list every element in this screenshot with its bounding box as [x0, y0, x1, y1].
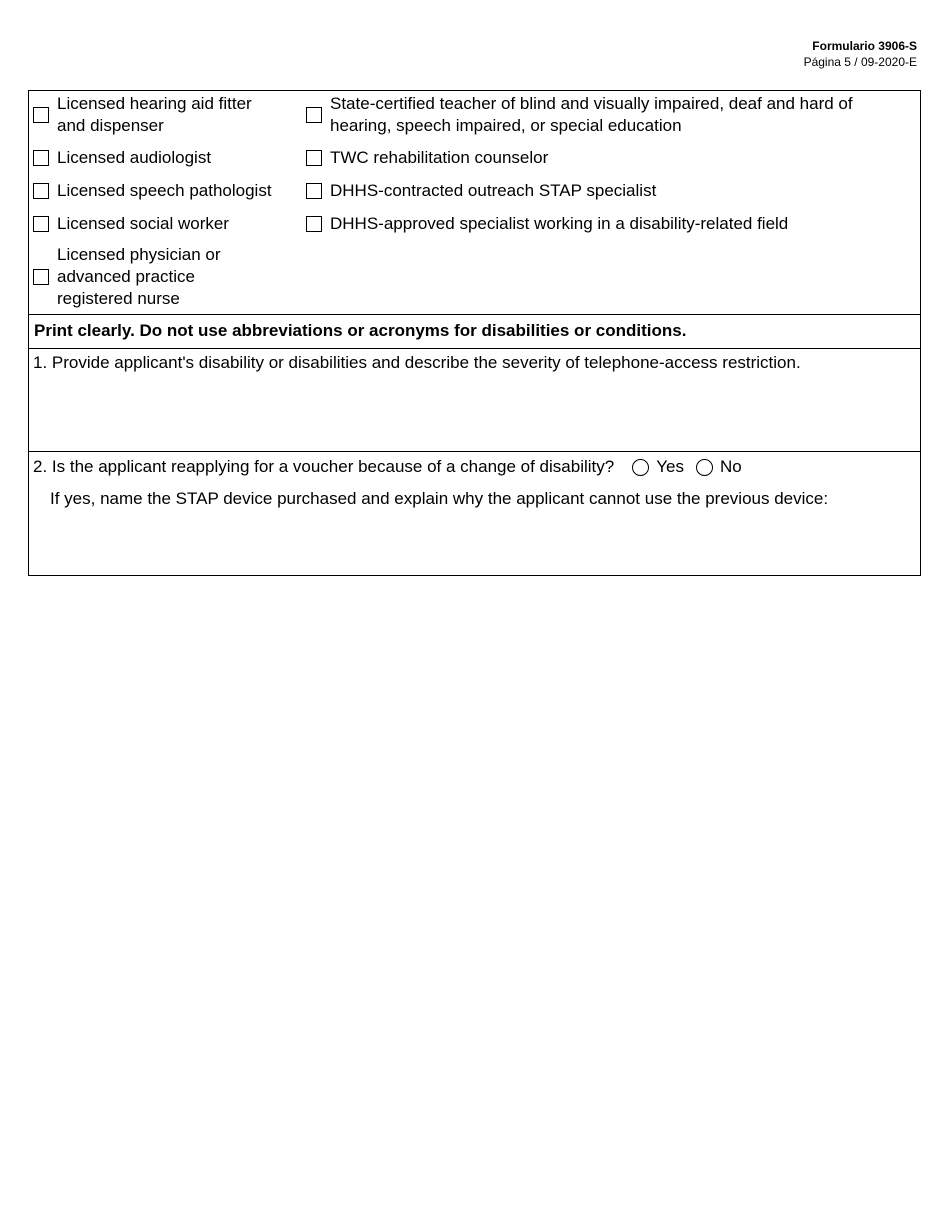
option-social-worker[interactable] — [33, 213, 229, 235]
physician-nurse-label-line1: Licensed physician or — [57, 245, 221, 264]
option-twc-counselor[interactable] — [306, 147, 548, 169]
question-2-text: 2. Is the applicant reapplying for a voucher because of a change of disability? — [33, 457, 615, 476]
question-1-answer-field[interactable] — [33, 379, 913, 447]
instructions-text: Print clearly. Do not use abbreviations or acronyms for disabilities or conditions. — [34, 321, 687, 340]
hearing-aid-fitter-label-line2: and dispenser — [57, 116, 164, 135]
option-speech-pathologist[interactable] — [33, 180, 272, 202]
dhhs-specialist-checkbox[interactable] — [306, 216, 322, 232]
certified-teacher-label — [330, 93, 853, 137]
physician-nurse-checkbox[interactable] — [33, 269, 49, 285]
dhhs-outreach-label: DHHS-contracted outreach STAP specialist — [330, 181, 657, 200]
physician-nurse-label — [57, 244, 220, 310]
twc-counselor-checkbox[interactable] — [306, 150, 322, 166]
audiologist-label: Licensed audiologist — [57, 148, 212, 167]
yes-radio[interactable] — [632, 459, 649, 476]
option-dhhs-specialist[interactable] — [306, 213, 788, 235]
divider — [29, 451, 920, 452]
certified-teacher-label-line1: State-certified teacher of blind and visually impaired, deaf and hard of — [330, 94, 853, 113]
question-2-followup-text: If yes, name the STAP device purchased and explain why the applicant cannot use the previous device: — [50, 489, 829, 508]
certified-teacher-label-line2: hearing, speech impaired, or special education — [330, 116, 682, 135]
option-hearing-aid-fitter[interactable] — [33, 93, 252, 137]
option-physician-nurse[interactable] — [33, 244, 220, 310]
yes-label: Yes — [656, 457, 684, 476]
no-label: No — [719, 457, 742, 476]
option-certified-teacher[interactable] — [306, 93, 853, 137]
question-2-row — [33, 456, 754, 478]
dhhs-outreach-checkbox[interactable] — [306, 183, 322, 199]
divider — [29, 348, 920, 349]
question-2-radio-group — [632, 456, 753, 478]
certified-teacher-checkbox[interactable] — [306, 107, 322, 123]
speech-pathologist-checkbox[interactable] — [33, 183, 49, 199]
speech-pathologist-label: Licensed speech pathologist — [57, 181, 272, 200]
option-dhhs-outreach[interactable] — [306, 180, 656, 202]
social-worker-checkbox[interactable] — [33, 216, 49, 232]
hearing-aid-fitter-label-line1: Licensed hearing aid fitter — [57, 94, 252, 113]
form-section — [28, 90, 921, 576]
question-2-answer-field[interactable] — [50, 515, 915, 571]
no-radio[interactable] — [696, 459, 713, 476]
social-worker-label: Licensed social worker — [57, 214, 229, 233]
audiologist-checkbox[interactable] — [33, 150, 49, 166]
option-audiologist[interactable] — [33, 147, 211, 169]
hearing-aid-fitter-label — [57, 93, 252, 137]
physician-nurse-label-line3: registered nurse — [57, 289, 180, 308]
page-info: Página 5 / 09-2020-E — [803, 55, 917, 69]
twc-counselor-label: TWC rehabilitation counselor — [330, 148, 549, 167]
form-number: Formulario 3906-S — [812, 39, 917, 53]
form-header — [804, 38, 917, 70]
hearing-aid-fitter-checkbox[interactable] — [33, 107, 49, 123]
physician-nurse-label-line2: advanced practice — [57, 267, 195, 286]
dhhs-specialist-label: DHHS-approved specialist working in a disability-related field — [330, 214, 789, 233]
question-1-text: 1. Provide applicant's disability or disabilities and describe the severity of telephone-access restriction. — [33, 353, 801, 372]
divider — [29, 314, 920, 315]
